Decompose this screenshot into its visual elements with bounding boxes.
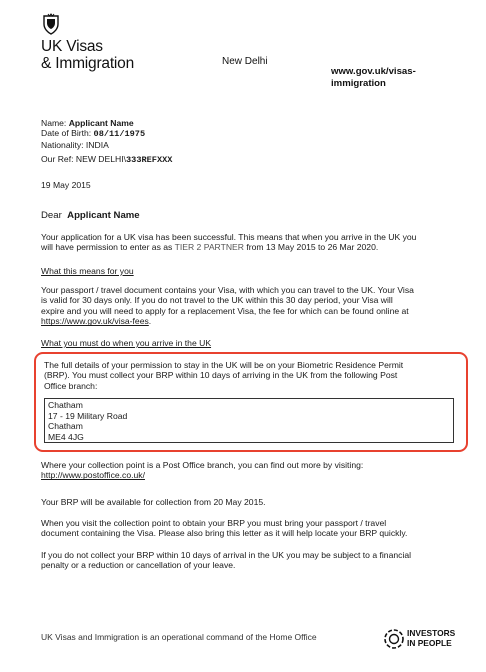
brand-line-2: & Immigration: [41, 55, 135, 72]
address-line-3: Chatham: [48, 421, 83, 431]
ref-value-code: 333REFXXX: [126, 155, 173, 165]
header-website-line-2: immigration: [331, 78, 386, 89]
visit-line-1: When you visit the collection point to obtain your BRP you must bring your passport / travel: [41, 518, 387, 528]
success-paragraph: [41, 232, 461, 253]
validity-line-1: Your passport / travel document contains your Visa, with which you can travel to the UK. Your Visa: [41, 285, 414, 295]
address-postcode: ME4 4JG: [48, 431, 84, 442]
postoffice-link[interactable]: http://www.postoffice.co.uk/: [41, 470, 145, 481]
post-office-address: [44, 398, 454, 443]
penalty-line-1: If you do not collect your BRP within 10 days of arrival in the UK you may be subject to a financial: [41, 550, 412, 560]
royal-crest-icon: [41, 13, 61, 35]
dob-row: [41, 128, 461, 139]
brp-paragraph: [44, 360, 464, 391]
visit-paragraph: [41, 518, 461, 539]
brand-line-1: UK Visas: [41, 38, 103, 55]
investors-line-1: INVESTORS: [407, 628, 456, 638]
validity-line-2: is valid for 30 days only. If you do not travel to the UK within this 30 day period, your Visa will: [41, 295, 393, 306]
availability-date: 20 May 2015: [213, 497, 264, 507]
brp-line-2: (BRP). You must collect your BRP within 10 days of arriving in the UK from the following Post: [44, 370, 398, 381]
salutation-dear: Dear: [41, 210, 62, 221]
success-line-2: [41, 242, 461, 252]
investors-line-2: IN PEOPLE: [407, 637, 452, 648]
letter-date: 19 May 2015: [41, 180, 91, 190]
applicant-name-row: [41, 118, 461, 128]
validity-line-4: [41, 316, 461, 326]
success-line-2-a: will have permission to enter as as: [41, 242, 173, 253]
investors-in-people-text: [407, 629, 455, 648]
salutation-name: Applicant Name: [67, 210, 140, 221]
availability-text: Your BRP will be available for collection from: [41, 497, 212, 507]
success-line-1: Your application for a UK visa has been successful. This means that when you arrive in the UK you: [41, 232, 417, 242]
salutation: [41, 210, 461, 222]
office-city: New Delhi: [222, 56, 268, 67]
brp-line-3: Office branch:: [44, 380, 98, 391]
collection-line-1: Where your collection point is a Post Office branch, you can find out more by visiting:: [41, 460, 364, 470]
nationality-row: [41, 140, 461, 150]
nationality-value: INDIA: [85, 139, 109, 150]
dob-label: Date of Birth:: [41, 128, 92, 139]
brp-line-1: The full details of your permission to stay in the UK will be on your Biometric Residence Permit: [44, 360, 404, 370]
applicant-details: [41, 118, 461, 150]
investors-in-people-logo: [383, 628, 456, 652]
investors-in-people-icon: [383, 628, 405, 650]
penalty-line-2: penalty or a reduction or cancellation of your leave.: [41, 560, 236, 571]
availability-suffix: .: [263, 497, 266, 507]
visa-validity-paragraph: [41, 285, 461, 327]
visa-fees-link[interactable]: https://www.gov.uk/visa-fees: [41, 316, 149, 327]
validity-line-3: expire and you will need to apply for a replacement Visa, the fee for which can be found online at: [41, 305, 409, 316]
visit-line-2: document containing the Visa. Please also bring this letter as it will help locate your BRP quickly.: [41, 528, 408, 539]
header-website-line-1: www.gov.uk/visas-: [331, 66, 416, 77]
visa-fees-link-suffix: .: [148, 316, 152, 327]
visa-category: TIER 2 PARTNER: [174, 242, 244, 253]
penalty-paragraph: [41, 550, 461, 571]
brand-logo-text: [41, 38, 134, 72]
dob-value: 08/11/1975: [93, 129, 146, 140]
section-heading-what-this-means: What this means for you: [41, 266, 134, 276]
ref-value-prefix: NEW DELHI\: [75, 154, 127, 164]
name-value: Applicant Name: [68, 118, 134, 128]
footer-text: UK Visas and Immigration is an operational command of the Home Office: [41, 632, 317, 642]
nationality-label: Nationality:: [41, 139, 84, 150]
ref-label: Our Ref:: [41, 154, 74, 164]
address-line-2: 17 - 19 Military Road: [48, 410, 128, 421]
section-heading-arrive: What you must do when you arrive in the UK: [41, 338, 212, 348]
availability-row: [41, 497, 461, 507]
success-line-2-b: from 13 May 2015 to 26 Mar 2020.: [246, 242, 379, 253]
name-label: Name:: [41, 118, 67, 128]
collection-paragraph: [41, 460, 461, 481]
reference-row: [41, 154, 461, 165]
address-line-1: Chatham: [48, 400, 83, 410]
header-website: [331, 66, 416, 90]
